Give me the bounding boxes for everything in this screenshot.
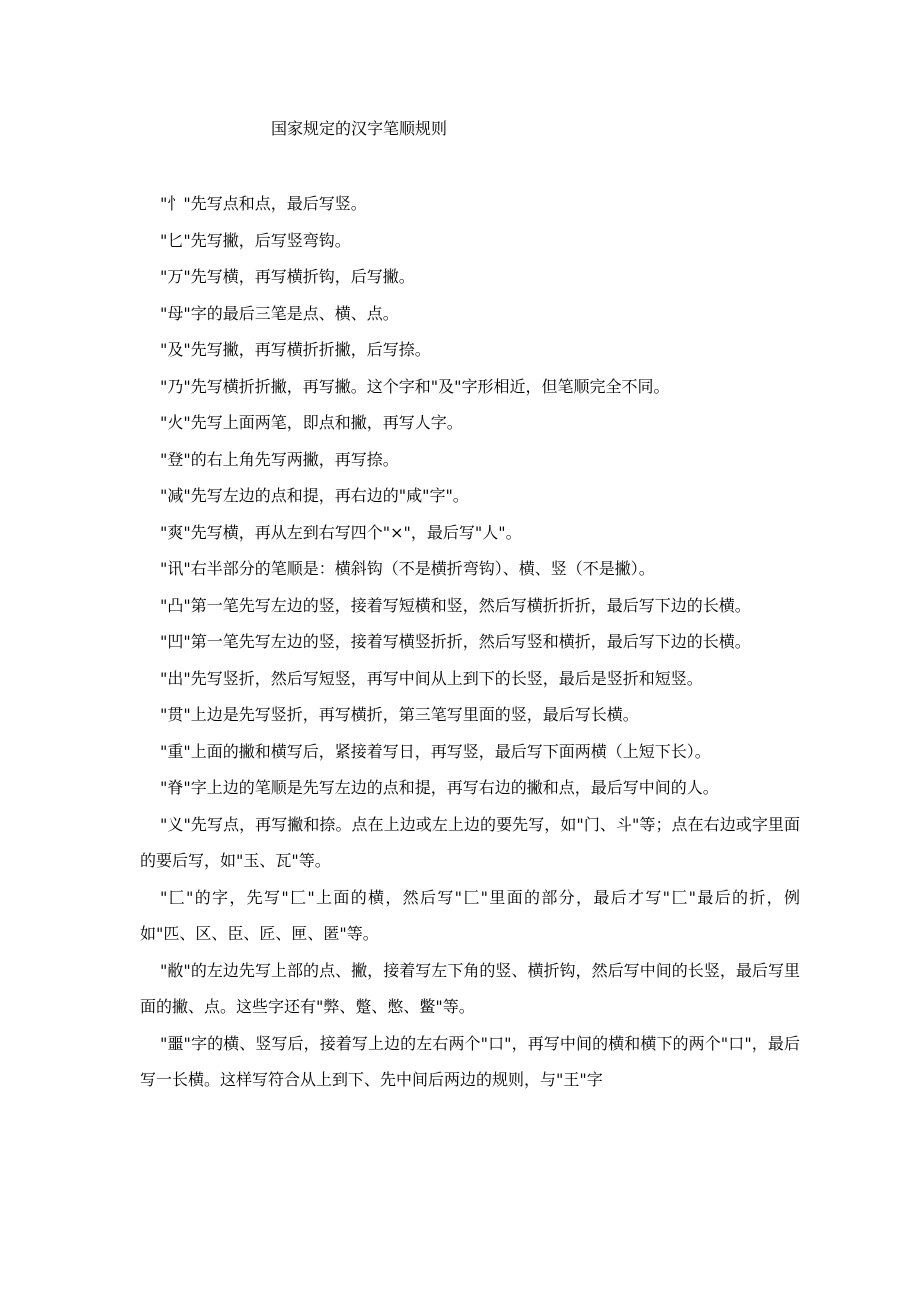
paragraph: "讯"右半部分的笔顺是：横斜钩（不是横折弯钩）、横、竖（不是撇）。 <box>160 559 655 578</box>
document-title: 国家规定的汉字笔顺规则 <box>271 119 448 138</box>
paragraph: "火"先写上面两笔，即点和撇，再写人字。 <box>160 413 463 432</box>
paragraph: "贯"上边是先写竖折，再写横折，第三笔写里面的竖，最后写长横。 <box>160 705 639 724</box>
paragraph: "登"的右上角先写两撇，再写捺。 <box>160 449 399 469</box>
document-body <box>140 186 800 1099</box>
paragraph: "重"上面的撇和横写后，紧接着写日，再写竖，最后写下面两横（上短下长）。 <box>160 741 711 761</box>
paragraph: "义"先写点，再写撇和捺。点在上边或左上边的要先写，如"门、斗"等；点在右边或字里面的要后写，如"玉、瓦"等。 <box>140 814 800 870</box>
paragraph: "忄"先写点和点，最后写竖。 <box>160 194 367 213</box>
paragraph: "出"先写竖折，然后写短竖，再写中间从上到下的长竖，最后是竖折和短竖。 <box>160 668 703 688</box>
paragraph: "减"先写左边的点和提，再右边的"咸"字"。 <box>160 486 469 505</box>
paragraph: "匚"的字，先写"匚"上面的横，然后写"匚"里面的部分，最后才写"匚"最后的折，例如"匹、区、臣、匠、匣、匿"等。 <box>140 887 800 943</box>
paragraph: "敝"的左边先写上部的点、撇，接着写左下角的竖、横折钩，然后写中间的长竖，最后写里面的撇、点。这些字还有"弊、蹩、憋、鳖"等。 <box>140 960 800 1016</box>
paragraph: "凸"第一笔先写左边的竖，接着写短横和竖，然后写横折折折，最后写下边的长横。 <box>160 595 751 615</box>
paragraph: "母"字的最后三笔是点、横、点。 <box>160 303 399 323</box>
paragraph: "噩"字的横、竖写后，接着写上边的左右两个"口"，再写中间的横和横下的两个"口"，最后写一长横。这样写符合从上到下、先中间后两边的规则，与"王"字 <box>140 1033 800 1089</box>
paragraph: "脊"字上边的笔顺是先写左边的点和提，再写右边的撇和点，最后写中间的人。 <box>160 778 719 797</box>
paragraph: "万"先写横，再写横折钩，后写撇。 <box>160 267 415 286</box>
paragraph: "及"先写撇，再写横折折撇，后写捺。 <box>160 340 431 359</box>
paragraph: "乃"先写横折折撇，再写撇。这个字和"及"字形相近，但笔顺完全不同。 <box>160 376 670 396</box>
paragraph: "凹"第一笔先写左边的竖，接着写横竖折折，然后写竖和横折，最后写下边的长横。 <box>160 632 751 651</box>
paragraph: "爽"先写横，再从左到右写四个"×"，最后写"人"。 <box>160 522 522 542</box>
paragraph: "匕"先写撇，后写竖弯钩。 <box>160 230 351 250</box>
